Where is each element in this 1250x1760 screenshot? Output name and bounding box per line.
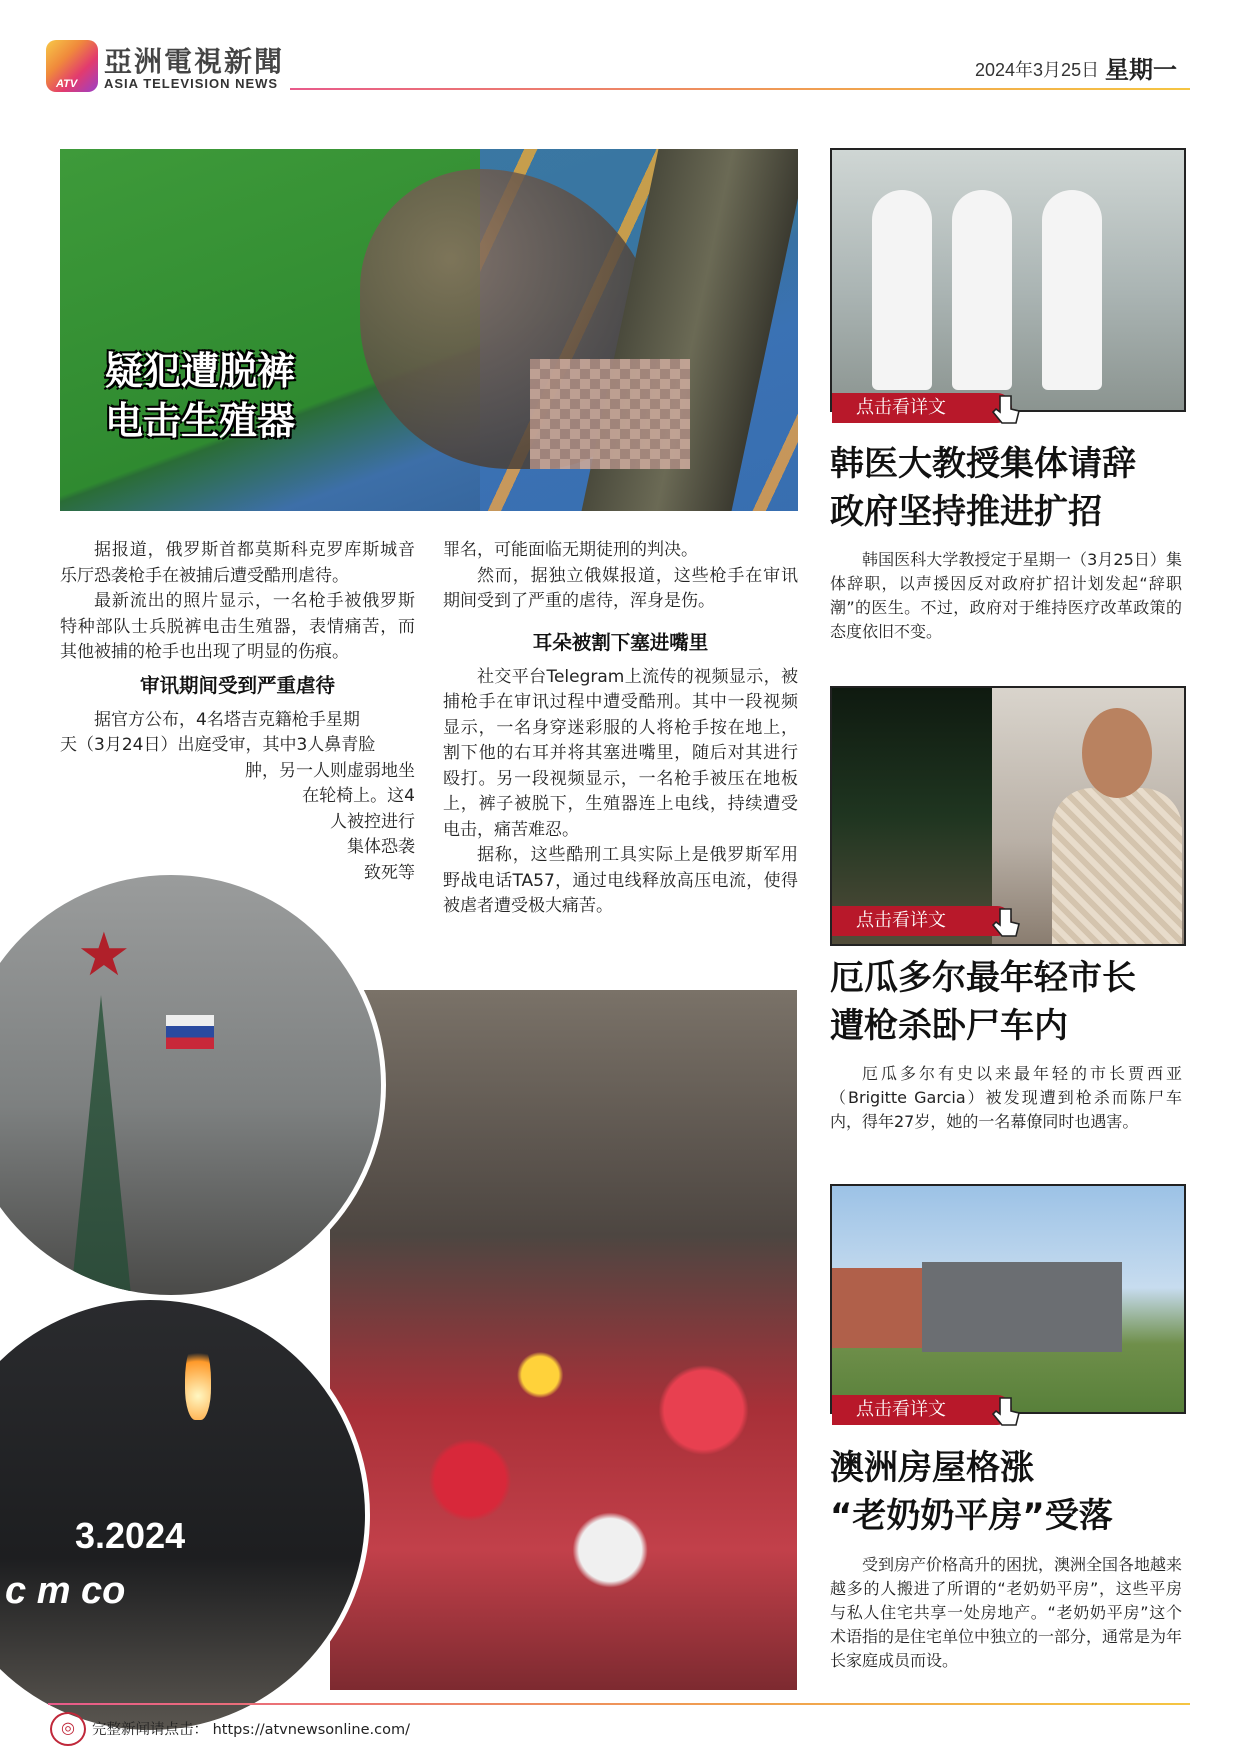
pointing-hand-icon [990,392,1024,426]
article-paragraph: 然而，据独立俄媒报道，这些枪手在审讯期间受到了严重的虐待，浑身是伤。 [443,565,798,611]
photo-doctor-figure [952,190,1012,390]
article-paragraph: 社交平台Telegram上流传的视频显示，被捕枪手在审讯过程中遭受酷刑。其中一段视频显示，一名身穿迷彩服的人将枪手按在地上，割下他的右耳并将其塞进嘴里，随后对其进行殴打。另一段视频显示，一名枪手被压在地板上，裤子被脱下，生殖器连上电线，持续遭受电击，痛苦难忍。 [443,666,798,840]
atv-logo [46,40,98,92]
article-column-2 [443,538,798,920]
caption-line-2: 电击生殖器 [105,399,296,443]
sidebar-story-1-summary: 韩国医科大学教授定于星期一（3月25日）集体辞职，以声援因反对政府扩招计划发起“辞职潮”的医生。不过，政府对于维持医疗改革政策的态度依旧不变。 [830,550,1182,641]
article-paragraph-line: 据官方公布，4名塔吉克籍枪手星期 [94,709,360,730]
photo-neighbor-roof [832,1268,932,1348]
photo-doctor-figure [1042,190,1102,390]
memorial-flowers-photo [330,990,797,1690]
article-paragraph: 最新流出的照片显示，一名枪手被俄罗斯特种部队士兵脱裤电击生殖器，表情痛苦，而其他被捕的枪手也出现了明显的伤痕。 [60,591,415,662]
globe-icon: ◎ [50,1712,86,1746]
photo-doctor-figure [872,190,932,390]
russian-flag-icon [166,1015,214,1049]
sidebar-story-3-summary: 受到房产价格高升的困扰，澳洲全国各地越来越多的人搬进了所谓的“老奶奶平房”，这些平房与私人住宅共享一处房地产。“老奶奶平房”这个术语指的是住宅单位中独立的一部分，通常是为年长家庭成员而设。 [830,1555,1183,1670]
main-story-photo [60,149,798,511]
article-column-1 [60,538,415,886]
article-paragraph-line: 在轮椅上。这4 [302,786,415,806]
screen-text: 3.2024 [75,1515,186,1556]
article-paragraph: 据报道，俄罗斯首都莫斯科克罗库斯城音乐厅恐袭枪手在被捕后遭受酷刑虐待。 [60,540,415,586]
title-line: 韩医大教授集体请辞 [830,444,1136,484]
read-more-button[interactable]: 点击看详文 [832,906,1012,936]
red-star-icon: ★ [77,920,131,990]
sidebar-story-3-title[interactable] [830,1444,1190,1540]
title-line: 政府坚持推进扩招 [830,492,1102,532]
sidebar-story-1-photo[interactable] [830,148,1186,412]
sidebar-story-3-photo[interactable] [830,1184,1186,1414]
photo-granny-flat [922,1262,1122,1352]
article-paragraph-line: 人被控进行 [330,811,415,832]
brand-name-english: ASIA TELEVISION NEWS [104,76,279,91]
article-paragraph-line: 集体恐袭 [347,837,415,857]
article-paragraph-line: 致死等 [364,862,415,883]
photo-pixelation [530,359,690,469]
candle-flame-icon [185,1340,211,1420]
header-divider [290,88,1190,90]
issue-date: 2024年3月25日 [975,60,1100,80]
kremlin-tower-circle-photo [0,870,386,1300]
sidebar-story-2-title[interactable] [830,954,1190,1050]
kremlin-tower [71,995,131,1295]
candle-mourners-circle-photo [0,1295,370,1735]
read-more-button[interactable]: 点击看详文 [832,393,1012,423]
caption-line-1: 疑犯遭脱裤 [105,349,296,393]
pointing-hand-icon [990,905,1024,939]
title-line: 遭枪杀卧尸车内 [830,1006,1068,1046]
article-paragraph-line: 天（3月24日）出庭受审，其中3人鼻青脸 [60,735,376,755]
read-more-button[interactable]: 点击看详文 [832,1395,1012,1425]
main-photo-caption [105,346,295,446]
title-line: 澳洲房屋格涨 [830,1448,1034,1488]
pointing-hand-icon [990,1394,1024,1428]
article-subheading: 审讯期间受到严重虐待 [139,673,335,697]
footer-link-text[interactable]: 完整新闻请点击： https://atvnewsonline.com/ [92,1722,410,1738]
issue-weekday: 星期一 [1105,56,1177,84]
article-paragraph-line: 肿，另一人则虚弱地坐 [245,760,415,781]
brand-name-chinese: 亞洲電視新聞 [104,45,285,78]
title-line: 厄瓜多尔最年轻市长 [830,958,1136,998]
article-subheading: 耳朵被割下塞进嘴里 [532,630,709,654]
sidebar-story-1-title[interactable] [830,440,1190,536]
article-paragraph: 据称，这些酷刑工具实际上是俄罗斯军用野战电话TA57，通过电线释放高压电流，使得被虐者遭受极大痛苦。 [443,845,798,916]
photo-portrait-face [1082,708,1152,798]
footer-divider [48,1703,1190,1705]
logo-text: ATV [56,78,78,90]
sidebar-story-2-summary: 厄瓜多尔有史以来最年轻的市长贾西亚（Brigitte Garcia）被发现遭到枪杀而陈尸车内，得年27岁，她的一名幕僚同时也遇害。 [830,1064,1182,1131]
screen-text: c m co [5,1570,126,1612]
photo-portrait-coat [1052,788,1182,944]
title-line: “老奶奶平房”受落 [830,1496,1113,1536]
article-paragraph: 罪名，可能面临无期徒刑的判决。 [443,540,698,560]
